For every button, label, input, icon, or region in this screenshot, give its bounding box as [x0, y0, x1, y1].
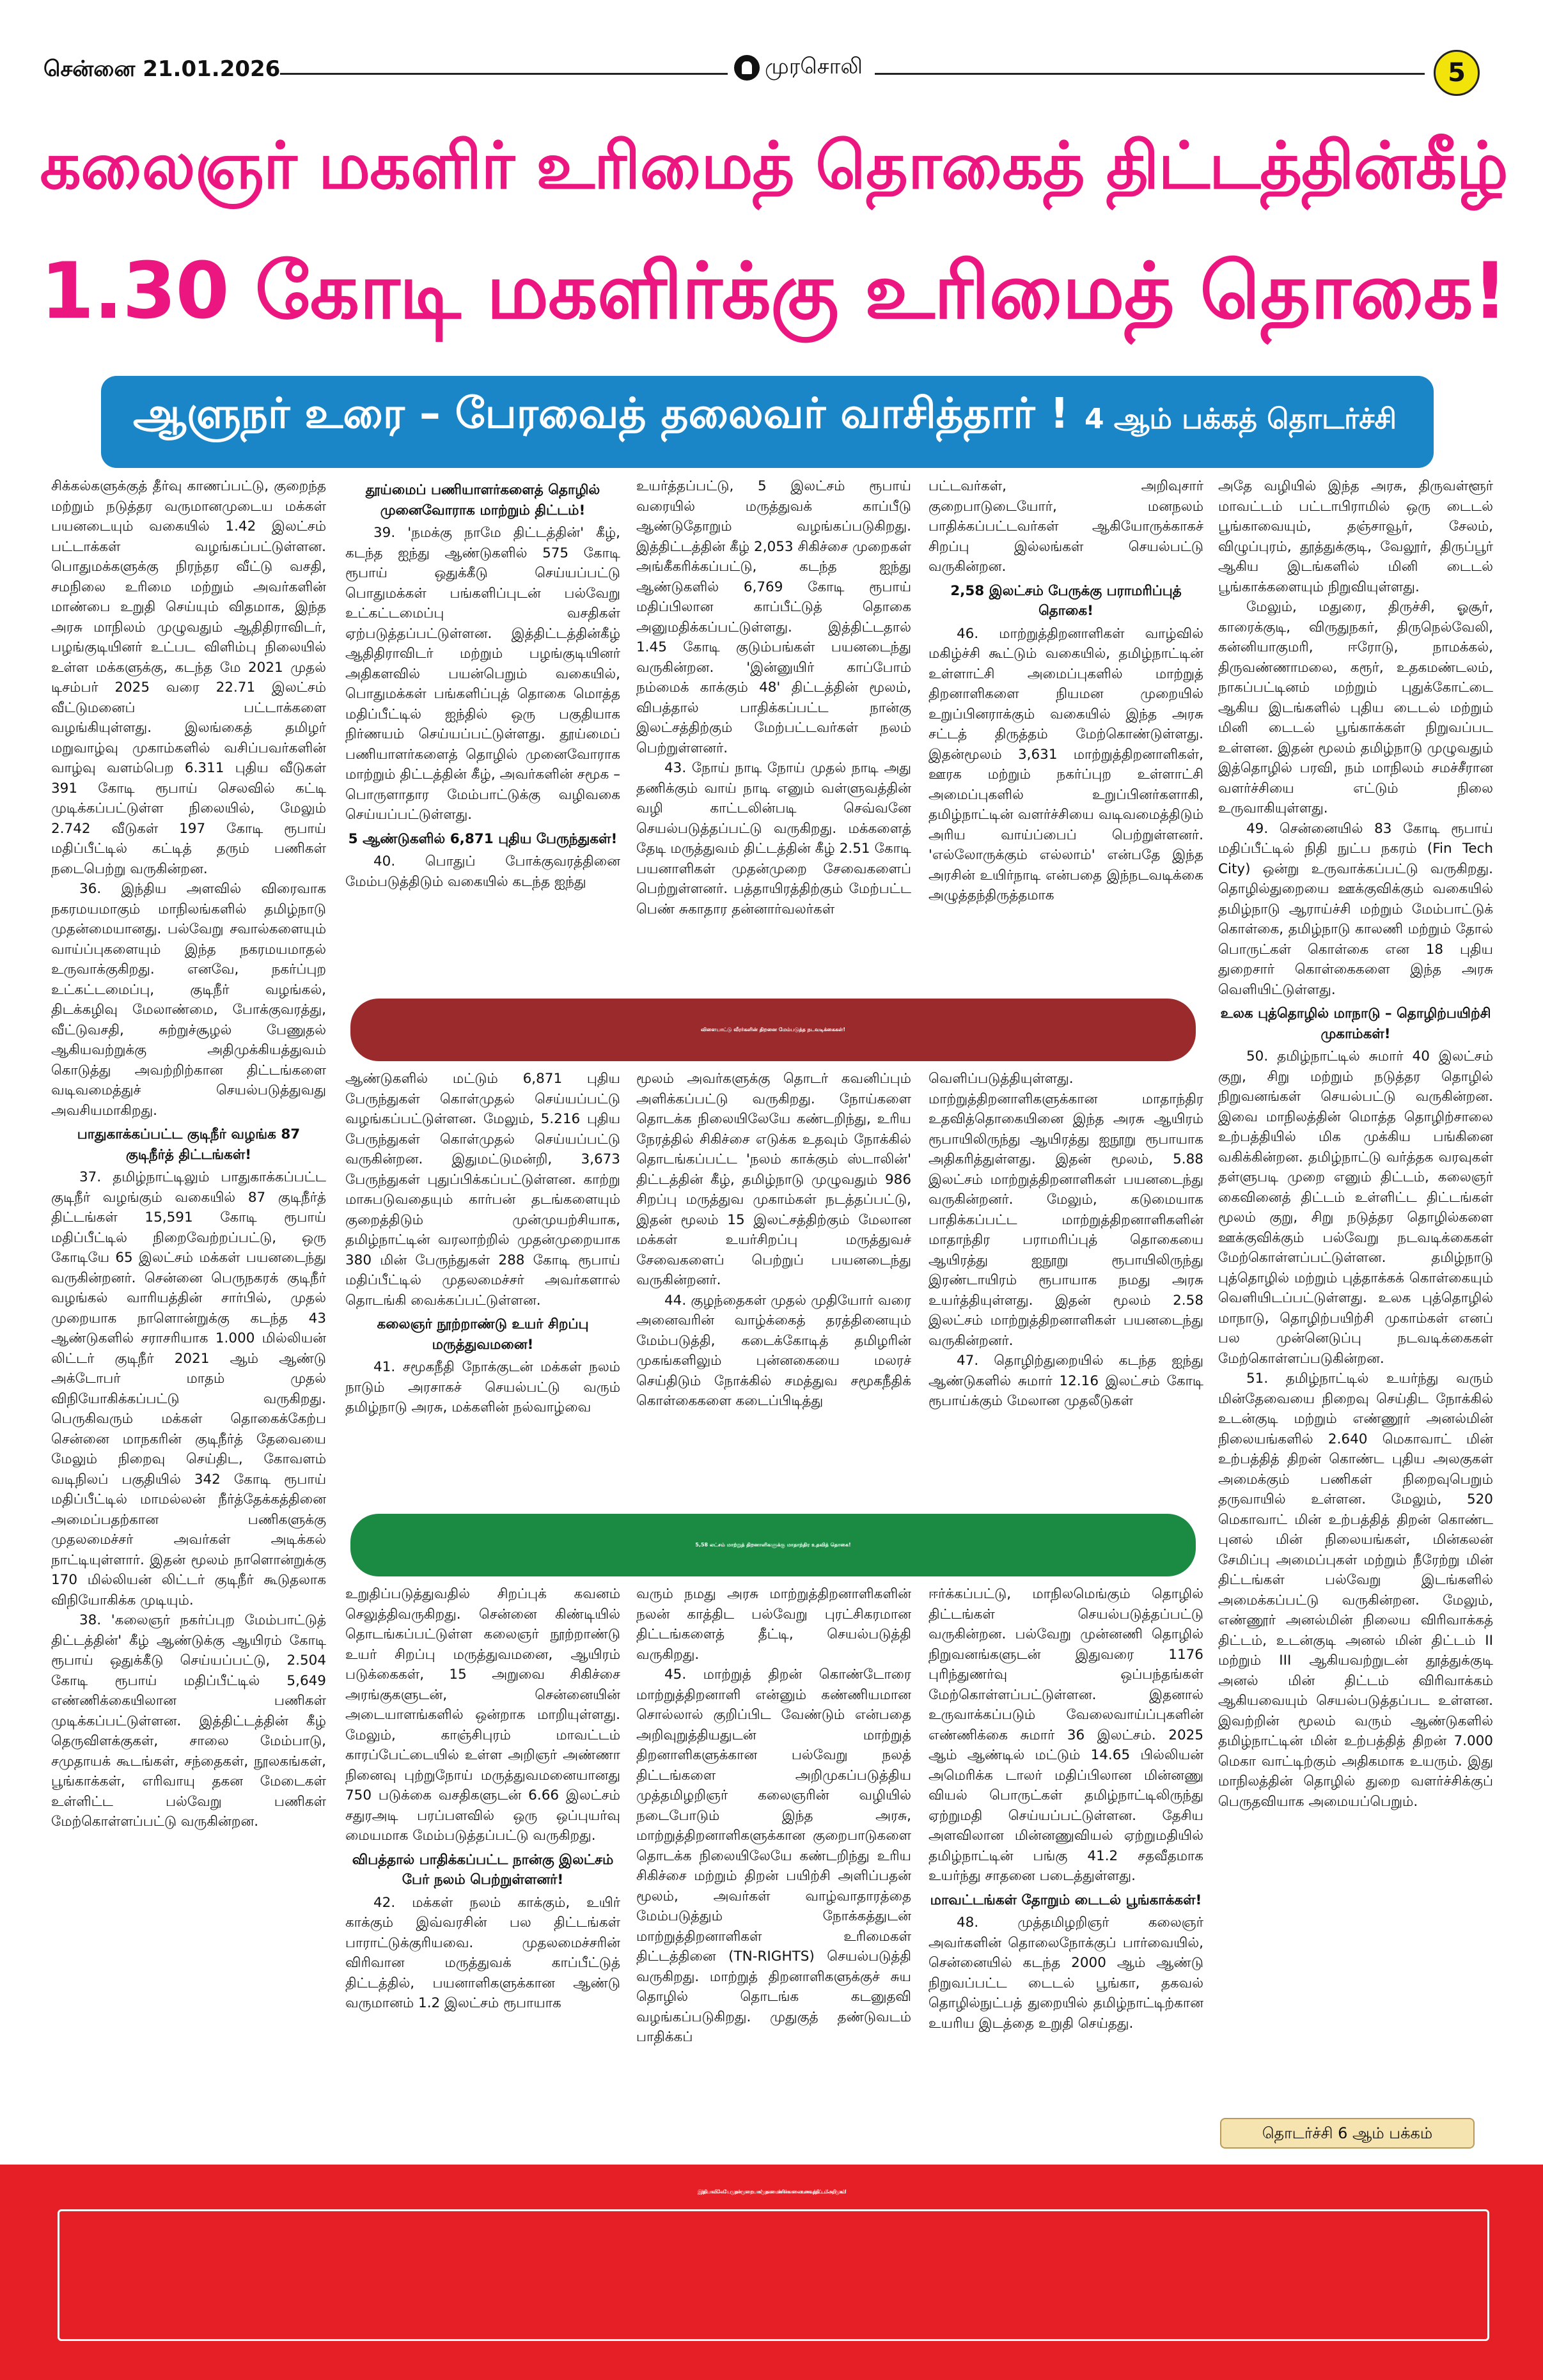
- disabled-aid-banner: 5,58 லட்சம் மாற்றுத் திறனாளிகளுக்கு மாதாந்திர உதவித் தொகை!: [350, 1514, 1196, 1576]
- article-paragraph: ஈர்க்கப்பட்டு, மாநிலமெங்கும் தொழில் திட்டங்கள் செயல்படுத்தப்பட்டு வருகின்றன. பல்வேறு முன்னணி தொழில் நிறுவனங்களுடன் இதுவரை 1176 புரிந்துணர்வு ஒப்பந்தங்கள் மேற்கொள்ளப்பட்டுள்ளன. இதனால் உருவாக்கப்படும் வேலைவாய்ப்புகளின் எண்ணிக்கை சுமார் 36 இலட்சம். 2025 ஆம் ஆண்டில் மட்டும் 14.65 பில்லியன் அமெரிக்க டாலர் மதிப்பிலான மின்னணு வியல் பொருட்கள் தமிழ்நாட்டிலிருந்து ஏற்றுமதி செய்யப்பட்டுள்ளன. தேசிய அளவிலான மின்னணுவியல் ஏற்றுமதியில் தமிழ்நாட்டின் பங்கு 41.2 சதவீதமாக உயர்ந்து சாதனை படைத்துள்ளது.: [928, 1586, 1203, 1884]
- article-paragraph: 50. தமிழ்நாட்டில் சுமார் 40 இலட்சம் குறு, சிறு மற்றும் நடுத்தர தொழில் நிறுவனங்கள் செயல்பட்டு வருகின்றன. இவை மாநிலத்தின் மொத்த தொழிற்சாலை உற்பத்தியில் மிக முக்கிய பங்கினை வகிக்கின்றன. தமிழ்நாட்டு வர்த்தக வரவுகள் தள்ளுபடி முறை எனும் திட்டம், கலைஞர் கைவினைத் திட்டம் உள்ளிட்ட திட்டங்கள் மூலம் குறு, சிறு நடுத்தர தொழில்களை ஊக்குவிக்கும் பல்வேறு நடவடிக்கைகள் மேற்கொள்ளப்பட்டுள்ளன. தமிழ்நாடு புத்தொழில் மற்றும் புத்தாக்கக் கொள்கையும் வெளியிடப்பட்டுள்ளது. உலக புத்தொழில் மாநாடு, தொழிற்பயிற்சி முகாம்கள் எனப் பல முன்னெடுப்பு நடவடிக்கைகள் மேற்கொள்ளப்படுகின்றன.: [1218, 1048, 1493, 1367]
- page-number: 5: [1434, 50, 1480, 96]
- article-paragraph: மேலும், மதுரை, திருச்சி, ஓசூர், காரைக்குடி, விருதுநகர், திருநெல்வேலி, கன்னியாகுமரி, ஈரோடு, நாமக்கல், திருவண்ணாமலை, கரூர், உதகமண்டலம், நாகப்பட்டினம் மற்றும் புதுக்கோட்டை ஆகிய இடங்களில் புதிய டைடல் மற்றும் மினி டைடல் பூங்காக்கள் நிறுவப்பட உள்ளன. இதன் மூலம் தமிழ்நாடு முழுவதும் இத்தொழில் பரவி, நம் மாநிலம் சமச்சீரான வளர்ச்சியை எட்டும் நிலை உருவாகியுள்ளது.: [1218, 599, 1493, 816]
- article-paragraph: 48. முத்தமிழறிஞர் கலைஞர் அவர்களின் தொலைநோக்குப் பார்வையில், சென்னையில் கடந்த 2000 ஆம் ஆண்டு நிறுவப்பட்ட டைடல் பூங்கா, தகவல் தொழில்நுட்பத் துறையில் தமிழ்நாட்டிற்கான உயரிய இடத்தை உறுதி செய்தது.: [928, 1915, 1203, 2032]
- masthead-rule-right: [875, 73, 1425, 75]
- footer-banner: [0, 2165, 1543, 2380]
- article-paragraph: பட்டவர்கள், அறிவுசார் குறைபாடுடையோர், மனநலம் பாதிக்கப்பட்டவர்கள் ஆகியோருக்காகச் சிறப்பு இல்லங்கள் செயல்பட்டு வருகின்றன.: [928, 478, 1203, 575]
- column-2-top: [345, 476, 620, 892]
- column-1: [51, 476, 326, 1832]
- section-heading: பாதுகாக்கப்பட்ட குடிநீர் வழங்க 87 குடிநீர்த் திட்டங்கள்!: [77, 1126, 301, 1163]
- article-paragraph: 39. 'நமக்கு நாமே திட்டத்தின்' கீழ், கடந்த ஐந்து ஆண்டுகளில் 575 கோடி ரூபாய் ஒதுக்கீடு செய்யப்பட்டு பொதுமக்கள் பங்களிப்புடன் பல்வேறு உட்கட்டமைப்பு வசதிகள் ஏற்படுத்தப்பட்டுள்ளன. இத்திட்டத்தின்கீழ் ஆதிதிராவிடர் மற்றும் பழங்குடியினர் அதிகளவில் பயன்பெறும் வகையில், பொதுமக்கள் பங்களிப்புத் தொகை மொத்த மதிப்பீட்டில் ஐந்தில் ஒரு பகுதியாக நிர்ணயம் செய்யப்பட்டுள்ளது. தூய்மைப் பணியாளர்களைத் தொழில் முனைவோராக மாற்றும் திட்டத்தின் கீழ், அவர்களின் சமூக – பொருளாதார மேம்பாட்டுக்கு வழிவகை செய்யப்பட்டுள்ளது.: [345, 525, 620, 823]
- column-4-mid: [928, 1069, 1203, 1412]
- column-5: [1218, 476, 1493, 1812]
- article-paragraph: வரும் நமது அரசு மாற்றுத்திறனாளிகளின் நலன் காத்திட பல்வேறு புரட்சிகரமான திட்டங்களைத் தீட்டி, செயல்படுத்தி வருகிறது.: [636, 1586, 911, 1663]
- continued-on-page-6: தொடர்ச்சி 6 ஆம் பக்கம்: [1220, 2118, 1475, 2149]
- section-heading: விபத்தால் பாதிக்கப்பட்ட நான்கு இலட்சம் பேர் நலம் பெற்றுள்ளனர்!: [352, 1851, 614, 1888]
- subhead-main: ஆளுநர் உரை – பேரவைத் தலைவர் வாசித்தார் !: [133, 389, 1069, 438]
- column-3-bottom: [636, 1584, 911, 2048]
- article-paragraph: மூலம் அவர்களுக்கு தொடர் கவனிப்பும் அளிக்கப்பட்டு வருகிறது. நோய்களை தொடக்க நிலையிலேயே கண்டறிந்து, உரிய நேரத்தில் சிகிச்சை எடுக்க உதவும் நோக்கில் தொடங்கப்பட்ட 'நலம் காக்கும் ஸ்டாலின்' திட்டத்தின் கீழ், தமிழ்நாடு முழுவதும் 986 சிறப்பு மருத்துவ முகாம்கள் நடத்தப்பட்டு, இதன் மூலம் 15 இலட்சத்திற்கும் மேலான மக்கள் உயர்சிறப்பு மருத்துவச் சேவைகளைப் பெற்றுப் பயனடைந்து வருகின்றனர்.: [636, 1071, 911, 1288]
- article-paragraph: 41. சமூகநீதி நோக்குடன் மக்கள் நலம் நாடும் அரசாகச் செயல்பட்டு வரும் தமிழ்நாடு அரசு, மக்களின் நல்வாழ்வை: [345, 1359, 620, 1415]
- article-paragraph: 36. இந்திய அளவில் விரைவாக நகரமயமாகும் மாநிலங்களில் தமிழ்நாடு முதன்மையானது. பல்வேறு சவால்களையும் வாய்ப்புகளையும் இந்த நகரமயமாதல் உருவாக்குகிறது. எனவே, நகர்ப்புற உட்கட்டமைப்பு, குடிநீர் வழங்கல், திடக்கழிவு மேலாண்மை, போக்குவரத்து, வீட்டுவசதி, சுற்றுச்சூழல் பேணுதல் ஆகியவற்றுக்கு அதிமுக்கியத்துவம் கொடுத்து அவற்றிற்கான திட்டங்களை வடிவமைத்துச் செயல்படுத்துவது அவசியமாகிறது.: [51, 881, 326, 1119]
- section-heading: கலைஞர் நூற்றாண்டு உயர் சிறப்பு மருத்துவமனை!: [377, 1316, 589, 1353]
- column-4-bottom: [928, 1584, 1203, 2034]
- article-paragraph: 47. தொழிற்துறையில் கடந்த ஐந்து ஆண்டுகளில் சுமார் 12.16 இலட்சம் கோடி ரூபாய்க்கும் மேலான முதலீடுகள்: [928, 1353, 1203, 1409]
- sports-banner: விளையாட்டு வீரர்களின் திறனை மேம்படுத்த நடவடிக்கைகள்!: [350, 999, 1196, 1061]
- headline-line-1: கலைஞர் மகளிர் உரிமைத் தொகைத் திட்டத்தின்கீழ்: [40, 128, 1508, 203]
- footer-text: இந்தியாவிலேயே முதன் முறையாக 'முதலமைச்சரின் காலை உணவுத் திட்டம்' அறிமுகம்!: [697, 2189, 846, 2195]
- article-paragraph: 44. குழந்தைகள் முதல் முதியோர் வரை அனைவரின் வாழ்க்கைத் தரத்தினையும் மேம்படுத்தி, கடைக்கோடித் தமிழரின் முகங்களிலும் புன்னகையை மலரச் செய்திடும் நோக்கில் சமத்துவ சமூகநீதிக் கொள்கைகளை கடைப்பிடித்து: [636, 1292, 911, 1409]
- column-4-top: [928, 476, 1203, 906]
- section-heading: தூய்மைப் பணியாளர்களைத் தொழில் முனைவோராக மாற்றும் திட்டம்!: [365, 482, 600, 518]
- section-heading: மாவட்டங்கள் தோறும் டைடல் பூங்காக்கள்!: [930, 1892, 1202, 1908]
- article-paragraph: 45. மாற்றுத் திறன் கொண்டோரை மாற்றுத்திறனாளி என்னும் கண்ணியமான சொல்லால் குறிப்பிட வேண்டும் என்பதை அறிவுறுத்தியதுடன் மாற்றுத் திறனாளிகளுக்கான பல்வேறு நலத் திட்டங்களை அறிமுகப்படுத்திய முத்தமிழறிஞர் கலைஞரின் வழியில் நடைபோடும் இந்த அரசு, மாற்றுத்திறனாளிகளுக்கான குறைபாடுகளை தொடக்க நிலையிலேயே கண்டறிந்து உரிய சிகிச்சை மற்றும் திறன் பயிற்சி அளிப்பதன் மூலம், அவர்கள் வாழ்வாதாரத்தை மேம்படுத்தும் நோக்கத்துடன் மாற்றுத்திறனாளிகள் உரிமைகள் திட்டத்தினை (TN-RIGHTS) செயல்படுத்தி வருகிறது. மாற்றுத் திறனாளிகளுக்குச் சுய தொழில் தொடங்க கடனுதவி வழங்கப்படுகிறது. முதுகுத் தண்டுவடம் பாதிக்கப்: [636, 1667, 911, 2045]
- article-paragraph: 46. மாற்றுத்திறனாளிகள் வாழ்வில் மகிழ்ச்சி கூட்டும் வகையில், தமிழ்நாட்டின் உள்ளாட்சி அமைப்புகளில் மாற்றுத் திறனாளிகளை நியமன முறையில் உறுப்பினராக்கும் வகையில் இந்த அரசு சட்டத் திருத்தம் மேற்கொண்டுள்ளது. இதன்மூலம் 3,631 மாற்றுத்திறனாளிகள், ஊரக மற்றும் நகர்ப்புற உள்ளாட்சி அமைப்புகளில் உறுப்பினர்களாகி, தமிழ்நாட்டின் வளர்ச்சியை வடிவமைத்திடும் அரிய வாய்ப்பைப் பெற்றுள்ளனர். 'எல்லோருக்கும் எல்லாம்' என்பதே இந்த அரசின் உயிர்நாடி என்பதை இந்நடவடிக்கை அழுத்தந்திருத்தமாக: [928, 625, 1203, 903]
- masthead: [43, 50, 1480, 95]
- headline-line-2: 1.30 கோடி மகளிர்க்கு உரிமைத் தொகை!: [40, 246, 1507, 336]
- paper-logo: [734, 54, 863, 82]
- article-paragraph: உறுதிப்படுத்துவதில் சிறப்புக் கவனம் செலுத்திவருகிறது. சென்னை கிண்டியில் தொடங்கப்பட்டுள்ள கலைஞர் நூற்றாண்டு உயர் சிறப்பு மருத்துவமனை, ஆயிரம் படுக்கைகள், 15 அறுவை சிகிச்சை அரங்குகளுடன், சென்னையின் அடையாளங்களில் ஒன்றாக மாறியுள்ளது. மேலும், காஞ்சிபுரம் மாவட்டம் காரப்பேட்டையில் உள்ள அறிஞர் அண்ணா நினைவு புற்றுநோய் மருத்துவமனையானது 750 படுக்கை வசதிகளுடன் 6.66 இலட்சம் சதுரஅடி பரப்பளவில் ஒரு ஒப்புயர்வு மையமாக மேம்படுத்தப்பட்டு வருகிறது.: [345, 1586, 620, 1844]
- paper-name: முரசொலி: [765, 54, 863, 79]
- paper-emblem-icon: [734, 55, 760, 81]
- article-paragraph: உயர்த்தப்பட்டு, 5 இலட்சம் ரூபாய் வரையில் மருத்துவக் காப்பீடு ஆண்டுதோறும் வழங்கப்படுகிறது. இத்திட்டத்தின் கீழ் 2,053 சிகிச்சை முறைகள் அங்கீகரிக்கப்பட்டு, கடந்த ஐந்து ஆண்டுகளில் 6,769 கோடி ரூபாய் மதிப்பிலான காப்பீட்டுத் தொகை அனுமதிக்கப்பட்டுள்ளது. இத்திட்டதால் 1.45 கோடி குடும்பங்கள் பயனடைந்து வருகின்றன. 'இன்னுயிர் காப்போம் நம்மைக் காக்கும் 48' திட்டத்தின் மூலம், விபத்தால் பாதிக்கப்பட்ட நான்கு இலட்சத்திற்கும் மேற்பட்டவர்கள் நலம் பெற்றுள்ளனர்.: [636, 478, 911, 756]
- article-paragraph: 37. தமிழ்நாட்டிலும் பாதுகாக்கப்பட்ட குடிநீர் வழங்கும் வகையில் 87 குடிநீர்த் திட்டங்கள் 15,591 கோடி ரூபாய் மதிப்பீட்டில் நிறைவேற்றப்பட்டு, ஒரு கோடியே 65 இலட்சம் மக்கள் பயனடைந்து வருகின்றனர். சென்னை பெருநகரக் குடிநீர் வழங்கல் வாரியத்தின் சார்பில், முதல் முறையாக நாளொன்றுக்கு கடந்த 43 ஆண்டுகளில் சராசரியாக 1.000 மில்லியன் லிட்டர் குடிநீர் 2021 ஆம் ஆண்டு அக்டோபர் மாதம் முதல் விநியோகிக்கப்பட்டு வருகிறது. பெருகிவரும் மக்கள் தொகைக்கேற்ப சென்னை மாநகரின் குடிநீர்த் தேவையை மேலும் நிறைவு செய்திட, கோவளம் வடிநிலப் பகுதியில் 342 கோடி ரூபாய் மதிப்பீட்டில் மாமல்லன் நீர்த்தேக்கத்தினை அமைப்பதற்கான பணிகளுக்கு முதலமைச்சர் அவர்கள் அடிக்கல் நாட்டியுள்ளார். இதன் மூலம் நாளொன்றுக்கு 170 மில்லியன் லிட்டர் குடிநீர் கூடுதலாக விநியோகிக்க முடியும்.: [51, 1169, 326, 1608]
- article-paragraph: அதே வழியில் இந்த அரசு, திருவள்ளூர் மாவட்டம் பட்டாபிராமில் ஒரு டைடல் பூங்காவையும், தஞ்சாவூர், சேலம், விழுப்புரம், தூத்துக்குடி, வேலூர், திருப்பூர் ஆகிய இடங்களில் மினி டைடல் பூங்காக்களையும் நிறுவியுள்ளது.: [1218, 478, 1493, 595]
- article-paragraph: 49. சென்னையில் 83 கோடி ரூபாய் மதிப்பீட்டில் நிதி நுட்ப நகரம் (Fin Tech City) ஒன்று உருவாக்கப்பட்டு வருகிறது. தொழில்துறையை ஊக்குவிக்கும் வகையில் தமிழ்நாடு ஆராய்ச்சி மற்றும் மேம்பாட்டுக் கொள்கை, தமிழ்நாடு காலணி மற்றும் தோல் பொருட்கள் கொள்கை என 18 புதிய துறைசார் கொள்கைகளை இந்த அரசு வெளியிட்டுள்ளது.: [1218, 820, 1493, 998]
- subhead-bar: [101, 376, 1434, 468]
- section-heading: 2,58 இலட்சம் பேருக்கு பராமரிப்புத் தொகை!: [950, 582, 1182, 619]
- column-3-mid: [636, 1069, 911, 1412]
- city-date: சென்னை 21.01.2026: [43, 56, 281, 82]
- article-paragraph: 43. நோய் நாடி நோய் முதல் நாடி அது தணிக்கும் வாய் நாடி எனும் வள்ளுவத்தின் வழி காட்டலின்படி செவ்வனே செயல்படுத்தப்பட்டு வருகிறது. மக்களைத் தேடி மருத்துவம் திட்டத்தின் கீழ் 2.51 கோடி பயனாளிகள் முதன்முறை சேவைகளைப் பெற்றுள்ளனர். பத்தாயிரத்திற்கும் மேற்பட்ட பெண் சுகாதார தன்னார்வலர்கள்: [636, 760, 911, 917]
- article-paragraph: வெளிப்படுத்தியுள்ளது. மாற்றுத்திறனாளிகளுக்கான மாதாந்திர உதவித்தொகையினை இந்த அரசு ஆயிரம் ரூபாயிலிருந்து ஆயிரத்து ஐநூறு ரூபாயாக அதிகரித்துள்ளது. இதன் மூலம், 5.88 இலட்சம் மாற்றுத்திறனாளிகள் பயனடைந்து வருகின்றனர். மேலும், கடுமையாக பாதிக்கப்பட்ட மாற்றுத்திறனாளிகளின் மாதாந்திர பராமரிப்புத் தொகையை ஆயிரத்து ஐநூறு ரூபாயிலிருந்து இரண்டாயிரம் ரூபாயாக நமது அரசு உயர்த்தியுள்ளது. இதன் மூலம் 2.58 இலட்சம் மாற்றுத்திறனாளிகள் பயனடைந்து வருகின்றனர்.: [928, 1071, 1203, 1349]
- masthead-rule-left: [280, 73, 728, 75]
- article-paragraph: சிக்கல்களுக்குத் தீர்வு காணப்பட்டு, குறைந்த மற்றும் நடுத்தர வருமானமுடைய மக்கள் பயனடையும் வகையில் 1.42 இலட்சம் பட்டாக்கள் வழங்கப்பட்டுள்ளன. பொதுமக்களுக்கு நிரந்தர வீட்டு வசதி, சமநிலை உரிமை மற்றும் அவர்களின் மாண்பை உறுதி செய்யும் விதமாக, இந்த அரசு மாநிலம் முழுவதும் ஆதிதிராவிடர், பழங்குடியினர் உட்பட விளிம்பு நிலையில் உள்ள மக்களுக்கு, கடந்த மே 2021 முதல் டிசம்பர் 2025 வரை 22.71 இலட்சம் வீட்டுமனைப் பட்டாக்களை வழங்கியுள்ளது. இலங்கைத் தமிழர் மறுவாழ்வு முகாம்களில் வசிப்பவர்களின் வாழ்வு வளம்பெற 6.311 புதிய வீடுகள் 391 கோடி ரூபாய் செலவில் கட்டி முடிக்கப்பட்டுள்ள நிலையில், மேலும் 2.742 வீடுகள் 197 கோடி ரூபாய் மதிப்பீட்டில் கட்டித் தரும் பணிகள் நடைபெற்று வருகின்றன.: [51, 478, 326, 877]
- article-paragraph: 42. மக்கள் நலம் காக்கும், உயிர் காக்கும் இவ்வரசின் பல திட்டங்கள் பாராட்டுக்குரியவை. முதலமைச்சரின் விரிவான மருத்துவக் காப்பீட்டுத் திட்டத்தில், பயனாளிகளுக்கான ஆண்டு வருமானம் 1.2 இலட்சம் ரூபாயாக: [345, 1894, 620, 2011]
- column-3-top: [636, 476, 911, 919]
- column-2-mid: [345, 1069, 620, 1418]
- article-paragraph: ஆண்டுகளில் மட்டும் 6,871 புதிய பேருந்துகள் கொள்முதல் செய்யப்பட்டு வழங்கப்பட்டுள்ளன. மேலும், 5.216 புதிய பேருந்துகள் கொள்முதல் செய்யப்பட்டு வருகின்றன. இதுமட்டுமன்றி, 3,673 பேருந்துகள் புதுப்பிக்கப்பட்டுள்ளன. காற்று மாசுபடுவதையும் கார்பன் தடங்களையும் குறைத்திடும் முன்முயற்சியாக, தமிழ்நாட்டின் வரலாற்றில் முதன்முறையாக 380 மின் பேருந்துகள் 288 கோடி ரூபாய் மதிப்பீட்டில் முதலமைச்சர் அவர்களால் தொடங்கி வைக்கப்பட்டுள்ளன.: [345, 1071, 620, 1309]
- footer-frame: [58, 2209, 1489, 2341]
- subhead-continuation: 4 ஆம் பக்கத் தொடர்ச்சி: [1084, 403, 1397, 435]
- article-paragraph: 40. பொதுப் போக்குவரத்தினை மேம்படுத்திடும் வகையில் கடந்த ஐந்து: [345, 853, 620, 890]
- article-paragraph: 51. தமிழ்நாட்டில் உயர்ந்து வரும் மின்தேவையை நிறைவு செய்திட நோக்கில் உடன்குடி மற்றும் எண்ணூர் அனல்மின் நிலையங்களில் 2.640 மெகாவாட் மின் உற்பத்தித் திறன் கொண்ட புதிய அலகுகள் அமைக்கும் பணிகள் நிறைவுபெறும் தருவாயில் உள்ளன. மேலும், 520 மெகாவாட் மின் உற்பத்தித் திறன் கொண்ட புனல் மின் நிலையங்கள், மின்கலன் சேமிப்பு அமைப்புகள் மற்றும் நீரேற்று மின் திட்டங்கள் பல்வேறு இடங்களில் அமைக்கப்பட்டு வருகின்றன. மேலும், எண்ணூர் அனல்மின் நிலைய விரிவாக்கத் திட்டம், உடன்குடி அனல் மின் திட்டம் II மற்றும் III ஆகியவற்றுடன் தூத்துக்குடி அனல் மின் திட்டம் விரிவாக்கம் ஆகியவையும் செயல்படுத்தப்பட உள்ளன. இவற்றின் மூலம் வரும் ஆண்டுகளில் தமிழ்நாட்டின் மின் உற்பத்தித் திறன் 7.000 மெகா வாட்டிற்கும் அதிகமாக உயரும். இது மாநிலத்தின் தொழில் துறை வளர்ச்சிக்குப் பெருதவியாக அமையப்பெறும்.: [1218, 1371, 1493, 1810]
- section-heading: உலக புத்தொழில் மாநாடு – தொழிற்பயிற்சி முகாம்கள்!: [1220, 1006, 1491, 1042]
- column-2-bottom: [345, 1584, 620, 2014]
- section-heading: 5 ஆண்டுகளில் 6,871 புதிய பேருந்துகள்!: [348, 830, 618, 847]
- article-paragraph: 38. 'கலைஞர் நகர்ப்புற மேம்பாட்டுத் திட்டத்தின்' கீழ் ஆண்டுக்கு ஆயிரம் கோடி ரூபாய் ஒதுக்கீடு செய்யப்பட்டு, 2.504 கோடி ரூபாய் மதிப்பீட்டில் 5,649 எண்ணிக்கையிலான பணிகள் முடிக்கப்பட்டுள்ளன. இத்திட்டத்தின் கீழ் தெருவிளக்குகள், சாலை மேம்பாடு, சமுதாயக் கூடங்கள், சந்தைகள், நூலகங்கள், பூங்காக்கள், எரிவாயு தகன மேடைகள் உள்ளிட்ட பல்வேறு பணிகள் மேற்கொள்ளப்பட்டு வருகின்றன.: [51, 1612, 326, 1830]
